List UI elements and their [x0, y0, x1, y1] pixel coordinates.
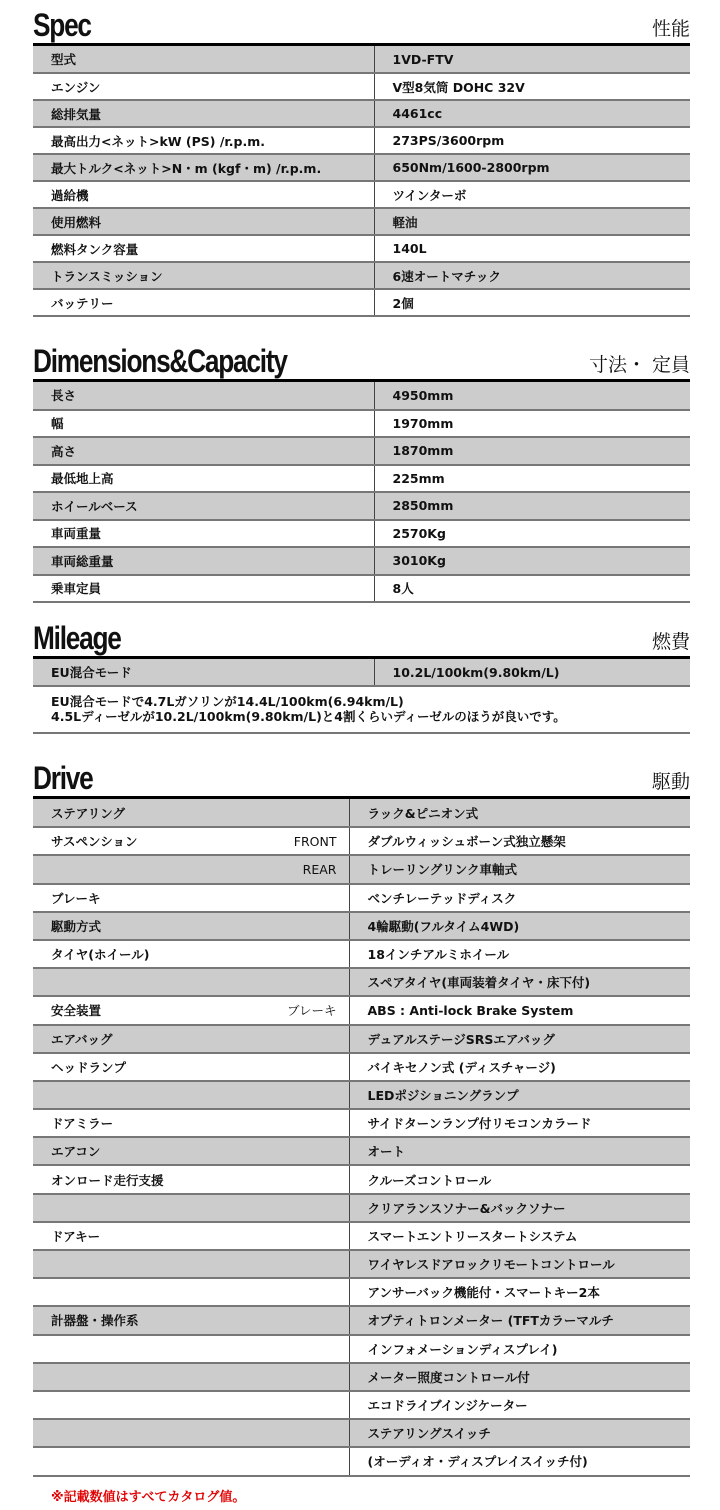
spec-value: 軽油 [374, 208, 690, 235]
spec-label: 車両重量 [33, 520, 374, 548]
table-row [33, 1391, 690, 1419]
drive-value: ベンチレーテッドディスク [349, 884, 690, 912]
drive-sublabel [253, 940, 349, 968]
table-row [33, 1194, 690, 1222]
mileage-note-line: EU混合モードで4.7Lガソリンが14.4L/100km(6.94km/L) [51, 694, 404, 709]
drive-sublabel [253, 1137, 349, 1165]
drive-sublabel [253, 1278, 349, 1306]
drive-sublabel: FRONT [253, 827, 349, 855]
drive-value: サイドターンランプ付リモコンカラード [349, 1109, 690, 1137]
drive-value: エコドライブインジケーター [349, 1391, 690, 1419]
mileage-table [33, 659, 690, 687]
drive-value: オート [349, 1137, 690, 1165]
table-row [33, 1419, 690, 1447]
drive-label: ステアリング [33, 799, 253, 827]
section-subtitle: 駆動 [651, 771, 690, 793]
drive-label [33, 855, 253, 883]
table-row [33, 799, 690, 827]
table-row [33, 100, 690, 127]
drive-value: クリアランスソナー&バックソナー [349, 1194, 690, 1222]
spec-value: 1970mm [374, 410, 690, 438]
drive-sublabel [253, 1335, 349, 1363]
spec-value: 4950mm [374, 382, 690, 410]
section-title: Drive [33, 760, 93, 796]
spec-value: 650Nm/1600-2800rpm [374, 154, 690, 181]
drive-value: バイキセノン式 (ディスチャージ) [349, 1053, 690, 1081]
table-row [33, 1250, 690, 1278]
table-row [33, 968, 690, 996]
table-row [33, 181, 690, 208]
table-row [33, 262, 690, 289]
drive-value: スペアタイヤ(車両装着タイヤ・床下付) [349, 968, 690, 996]
drive-sublabel [253, 912, 349, 940]
table-row [33, 1137, 690, 1165]
drive-header [33, 756, 690, 799]
catalog-footnote: ※記載数値はすべてカタログ値。 [51, 1490, 246, 1505]
spec-label: EU混合モード [33, 659, 374, 686]
spec-value: 4461cc [374, 100, 690, 127]
drive-label: オンロード走行支援 [33, 1165, 253, 1193]
section-subtitle: 燃費 [651, 631, 690, 653]
drive-label: 計器盤・操作系 [33, 1306, 253, 1334]
spec-value: 1VD-FTV [374, 46, 690, 73]
table-row [33, 996, 690, 1024]
table-row [33, 1025, 690, 1053]
table-row [33, 659, 690, 686]
drive-value: 4輪駆動(フルタイム4WD) [349, 912, 690, 940]
spec-label: 乗車定員 [33, 575, 374, 603]
drive-label: 駆動方式 [33, 912, 253, 940]
drive-label [33, 1250, 253, 1278]
dimensions-table [33, 382, 690, 603]
drive-value: アンサーバック機能付・スマートキー2本 [349, 1278, 690, 1306]
table-row [33, 1165, 690, 1193]
spec-value: ツインターボ [374, 181, 690, 208]
drive-value: LEDポジショニングランプ [349, 1081, 690, 1109]
drive-label: ブレーキ [33, 884, 253, 912]
spec-label: 型式 [33, 46, 374, 73]
spec-label: 幅 [33, 410, 374, 438]
drive-label: ドアキー [33, 1222, 253, 1250]
drive-sublabel [253, 1250, 349, 1278]
table-row [33, 1306, 690, 1334]
drive-sublabel [253, 1222, 349, 1250]
table-row [33, 1081, 690, 1109]
table-row [33, 208, 690, 235]
drive-sublabel [253, 1306, 349, 1334]
table-row [33, 46, 690, 73]
spec-label: 車両総重量 [33, 547, 374, 575]
table-row [33, 1447, 690, 1475]
table-row [33, 492, 690, 520]
spec-section [33, 3, 690, 317]
mileage-note-line: 4.5Lディーゼルが10.2L/100km(9.80km/L)と4割くらいディーゼルのほうが良いです。 [51, 709, 566, 724]
drive-value: ダブルウィッシュボーン式独立懸架 [349, 827, 690, 855]
drive-value: インフォメーションディスプレイ) [349, 1335, 690, 1363]
drive-sublabel [253, 1053, 349, 1081]
spec-label: ホイールベース [33, 492, 374, 520]
spec-label: バッテリー [33, 289, 374, 316]
drive-value: メーター照度コントロール付 [349, 1363, 690, 1391]
table-row [33, 235, 690, 262]
drive-label [33, 1335, 253, 1363]
drive-label [33, 1391, 253, 1419]
table-row [33, 575, 690, 603]
drive-sublabel [253, 1194, 349, 1222]
spec-header [33, 3, 690, 46]
table-row [33, 1278, 690, 1306]
drive-label: ドアミラー [33, 1109, 253, 1137]
drive-label [33, 1194, 253, 1222]
section-subtitle: 寸法・ 定員 [588, 354, 690, 376]
table-row [33, 827, 690, 855]
drive-value: オプティトロンメーター (TFTカラーマルチ [349, 1306, 690, 1334]
spec-label: エンジン [33, 73, 374, 100]
spec-label: 長さ [33, 382, 374, 410]
drive-sublabel [253, 1447, 349, 1475]
spec-value: 3010Kg [374, 547, 690, 575]
spec-value: V型8気筒 DOHC 32V [374, 73, 690, 100]
table-row [33, 382, 690, 410]
table-row [33, 1222, 690, 1250]
drive-label [33, 1419, 253, 1447]
drive-value: クルーズコントロール [349, 1165, 690, 1193]
table-row [33, 1335, 690, 1363]
drive-sublabel [253, 1419, 349, 1447]
drive-label: タイヤ(ホイール) [33, 940, 253, 968]
drive-label: サスペンション [33, 827, 253, 855]
drive-value: ラック&ピニオン式 [349, 799, 690, 827]
drive-sublabel [253, 1025, 349, 1053]
table-row [33, 520, 690, 548]
drive-label: 安全装置 [33, 996, 253, 1024]
drive-sublabel [253, 1109, 349, 1137]
table-row [33, 547, 690, 575]
spec-value: 10.2L/100km(9.80km/L) [374, 659, 690, 686]
drive-value: トレーリングリンク車軸式 [349, 855, 690, 883]
spec-value: 1870mm [374, 437, 690, 465]
drive-sublabel: ブレーキ [253, 996, 349, 1024]
spec-value: 273PS/3600rpm [374, 127, 690, 154]
drive-sublabel [253, 884, 349, 912]
table-row [33, 884, 690, 912]
spec-label: 最高出力<ネット>kW (PS) /r.p.m. [33, 127, 374, 154]
drive-label [33, 1447, 253, 1475]
spec-value: 8人 [374, 575, 690, 603]
mileage-header [33, 616, 690, 659]
spec-label: 最低地上高 [33, 465, 374, 493]
drive-label: エアバッグ [33, 1025, 253, 1053]
spec-label: 総排気量 [33, 100, 374, 127]
dimensions-header [33, 339, 690, 382]
drive-value: ABS : Anti-lock Brake System [349, 996, 690, 1024]
table-row [33, 1109, 690, 1137]
drive-label [33, 1081, 253, 1109]
table-row [33, 289, 690, 316]
drive-label: ヘッドランプ [33, 1053, 253, 1081]
table-row [33, 1053, 690, 1081]
drive-sublabel [253, 1391, 349, 1419]
drive-label: エアコン [33, 1137, 253, 1165]
drive-sublabel [253, 799, 349, 827]
drive-value: ステアリングスイッチ [349, 1419, 690, 1447]
spec-label: 燃料タンク容量 [33, 235, 374, 262]
table-row [33, 465, 690, 493]
spec-label: 高さ [33, 437, 374, 465]
drive-value: (オーディオ・ディスプレイスイッチ付) [349, 1447, 690, 1475]
spec-label: トランスミッション [33, 262, 374, 289]
table-row [33, 154, 690, 181]
section-subtitle: 性能 [651, 18, 690, 40]
spec-label: 使用燃料 [33, 208, 374, 235]
drive-sublabel [253, 1081, 349, 1109]
drive-label [33, 1363, 253, 1391]
table-row [33, 912, 690, 940]
drive-label [33, 968, 253, 996]
spec-table [33, 46, 690, 317]
spec-value: 2570Kg [374, 520, 690, 548]
mileage-section [33, 616, 690, 734]
drive-value: デュアルステージSRSエアバッグ [349, 1025, 690, 1053]
drive-table [33, 799, 690, 1477]
drive-sublabel: REAR [253, 855, 349, 883]
section-title: Mileage [33, 620, 121, 656]
drive-value: スマートエントリースタートシステム [349, 1222, 690, 1250]
dimensions-section [33, 339, 690, 603]
spec-value: 225mm [374, 465, 690, 493]
table-row [33, 940, 690, 968]
spec-value: 140L [374, 235, 690, 262]
spec-label: 最大トルク<ネット>N・m (kgf・m) /r.p.m. [33, 154, 374, 181]
section-title: Spec [33, 7, 91, 43]
table-row [33, 437, 690, 465]
drive-section [33, 756, 690, 1477]
drive-value: 18インチアルミホイール [349, 940, 690, 968]
spec-value: 6速オートマチック [374, 262, 690, 289]
spec-value: 2個 [374, 289, 690, 316]
drive-label [33, 1278, 253, 1306]
drive-value: ワイヤレスドアロックリモートコントロール [349, 1250, 690, 1278]
table-row [33, 73, 690, 100]
section-title: Dimensions&Capacity [33, 343, 287, 379]
spec-label: 過給機 [33, 181, 374, 208]
drive-sublabel [253, 1363, 349, 1391]
drive-sublabel [253, 1165, 349, 1193]
table-row [33, 410, 690, 438]
drive-sublabel [253, 968, 349, 996]
table-row [33, 1363, 690, 1391]
mileage-note [33, 687, 690, 734]
spec-value: 2850mm [374, 492, 690, 520]
table-row [33, 127, 690, 154]
table-row [33, 855, 690, 883]
